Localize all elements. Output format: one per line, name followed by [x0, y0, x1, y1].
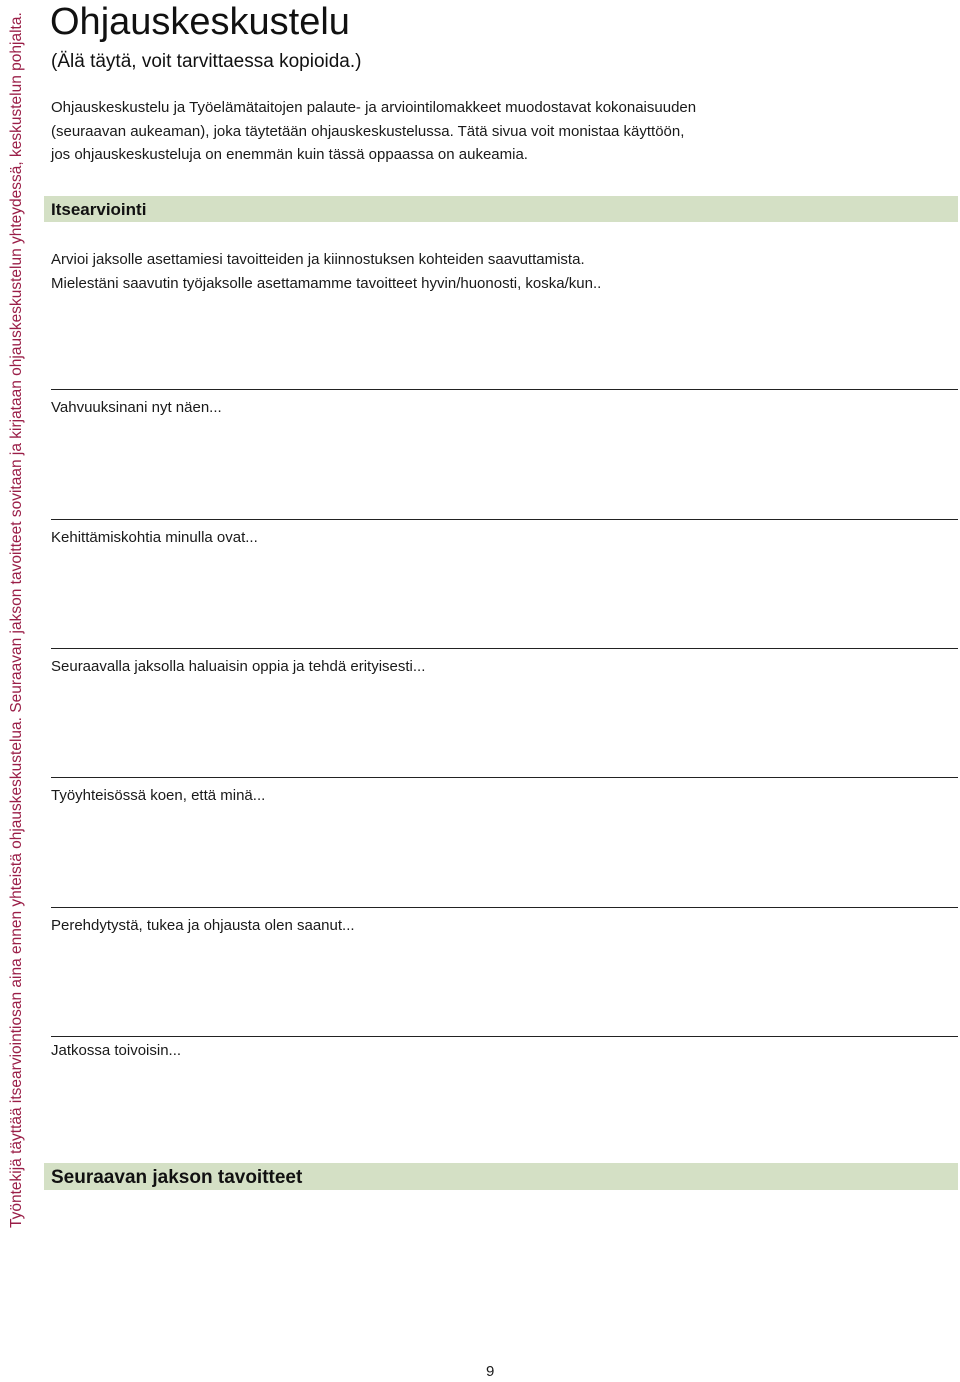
- section-header-itsearviointi: [44, 196, 958, 222]
- write-in-line[interactable]: [51, 777, 958, 778]
- write-in-line[interactable]: [51, 389, 958, 390]
- page-title: Ohjauskeskustelu: [50, 1, 350, 43]
- prompt-orientation-support: Perehdytystä, tukea ja ohjausta olen saanut...: [51, 917, 355, 934]
- prompt-work-community: Työyhteisössä koen, että minä...: [51, 787, 266, 804]
- section-heading: Seuraavan jakson tavoitteet: [51, 1167, 303, 1188]
- page-subtitle: (Älä täytä, voit tarvittaessa kopioida.): [51, 51, 362, 72]
- page-number: 9: [486, 1363, 495, 1380]
- intro-line: Ohjauskeskustelu ja Työelämätaitojen palaute- ja arviointilomakkeet muodostavat kokonaisuuden: [51, 99, 697, 116]
- intro-paragraph: [51, 96, 771, 167]
- section-header-next-period-goals: [44, 1163, 958, 1190]
- prompt-future-wishes: Jatkossa toivoisin...: [51, 1042, 182, 1059]
- prompt-development-areas: Kehittämiskohtia minulla ovat...: [51, 529, 258, 546]
- instruction-line: Mielestäni saavutin työjaksolle asettamamme tavoitteet hyvin/huonosti, koska/kun..: [51, 274, 602, 292]
- prompt-next-period-learning: Seuraavalla jaksolla haluaisin oppia ja tehdä erityisesti...: [51, 658, 426, 675]
- prompt-strengths: Vahvuuksinani nyt näen...: [51, 399, 222, 416]
- write-in-line[interactable]: [51, 648, 958, 649]
- instruction-line: Arvioi jaksolle asettamiesi tavoitteiden ja kiinnostuksen kohteiden saavuttamista.: [51, 251, 585, 268]
- side-note-vertical: Työntekijä täyttää itsearviointiosan aina ennen yhteistä ohjauskeskustelua. Seuraavan jakson tavoitteet sovitaan ja kirjataan ohjauskeskustelun yhteydessä, keskustelun pohjalta.: [8, 12, 25, 1228]
- intro-line: jos ohjauskeskusteluja on enemmän kuin tässä oppaassa on aukeamia.: [51, 146, 528, 163]
- intro-line: (seuraavan aukeaman), joka täytetään ohjauskeskustelussa. Tätä sivua voit monistaa käyttöön,: [51, 122, 685, 140]
- write-in-line[interactable]: [51, 907, 958, 908]
- section-heading: Itsearviointi: [51, 200, 147, 219]
- self-assessment-instructions: [51, 248, 601, 295]
- write-in-line[interactable]: [51, 1036, 958, 1037]
- write-in-line[interactable]: [51, 519, 958, 520]
